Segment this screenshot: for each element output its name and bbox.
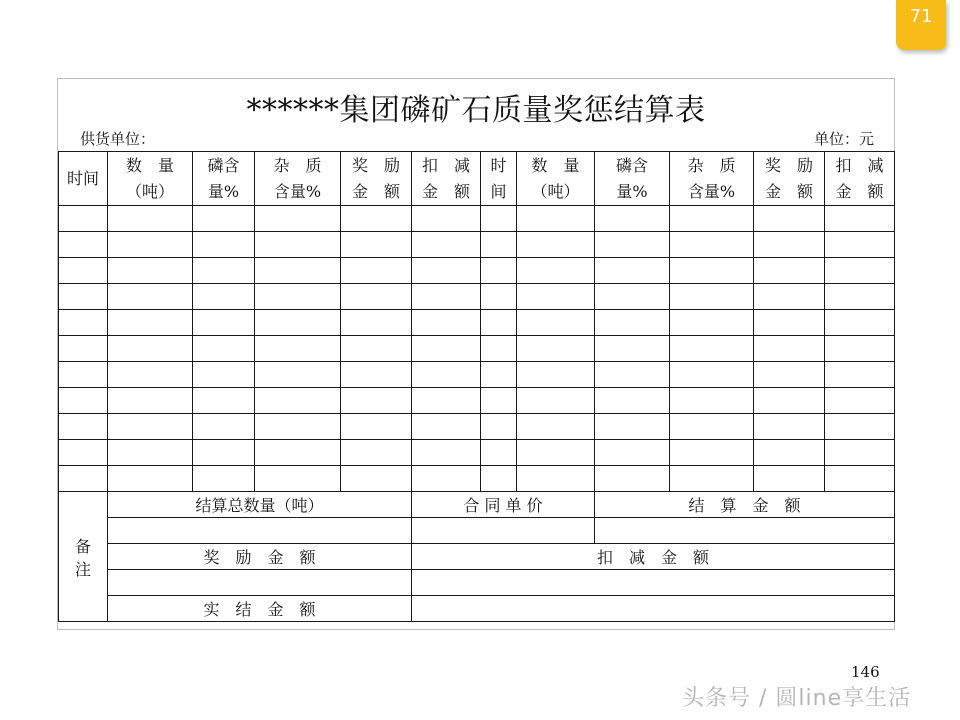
- header-quantity: 数 量 （吨）: [108, 152, 193, 206]
- table-cell[interactable]: [59, 388, 108, 414]
- table-cell[interactable]: [481, 336, 517, 362]
- table-cell[interactable]: [825, 232, 895, 258]
- table-cell[interactable]: [517, 362, 595, 388]
- table-row: [59, 414, 895, 440]
- table-cell[interactable]: [412, 440, 481, 466]
- table-cell[interactable]: [412, 414, 481, 440]
- table-cell[interactable]: [108, 466, 193, 492]
- table-cell[interactable]: [670, 362, 754, 388]
- table-cell[interactable]: [754, 258, 825, 284]
- table-cell[interactable]: [193, 362, 255, 388]
- table-cell[interactable]: [255, 336, 341, 362]
- contract-price-label: 合 同 单 价: [412, 492, 595, 518]
- table-cell[interactable]: [595, 258, 670, 284]
- unit-label: 单位：元: [813, 130, 874, 148]
- total-quantity-value[interactable]: [108, 518, 412, 544]
- table-cell[interactable]: [754, 284, 825, 310]
- table-cell[interactable]: [255, 388, 341, 414]
- table-cell[interactable]: [341, 232, 412, 258]
- table-cell[interactable]: [108, 336, 193, 362]
- table-cell[interactable]: [341, 258, 412, 284]
- table-cell[interactable]: [481, 232, 517, 258]
- table-cell[interactable]: [108, 310, 193, 336]
- table-row: [59, 466, 895, 492]
- table-cell[interactable]: [108, 414, 193, 440]
- table-cell[interactable]: [59, 466, 108, 492]
- table-cell[interactable]: [341, 362, 412, 388]
- table-cell[interactable]: [341, 440, 412, 466]
- table-cell[interactable]: [670, 206, 754, 232]
- table-cell[interactable]: [255, 310, 341, 336]
- table-cell[interactable]: [59, 362, 108, 388]
- summary-row-3: [59, 544, 895, 570]
- table-cell[interactable]: [193, 466, 255, 492]
- table-cell[interactable]: [517, 440, 595, 466]
- table-cell[interactable]: [517, 258, 595, 284]
- table-cell[interactable]: [670, 414, 754, 440]
- reward-amount-value[interactable]: [108, 570, 412, 596]
- table-cell[interactable]: [412, 206, 481, 232]
- header-time: 时间: [59, 152, 108, 206]
- table-cell[interactable]: [341, 388, 412, 414]
- header-impurity-b: 杂 质 含量%: [670, 152, 754, 206]
- table-cell[interactable]: [412, 232, 481, 258]
- header-row: [59, 152, 895, 206]
- table-cell[interactable]: [59, 206, 108, 232]
- table-cell[interactable]: [59, 258, 108, 284]
- table-cell[interactable]: [341, 336, 412, 362]
- table-cell[interactable]: [754, 232, 825, 258]
- table-cell[interactable]: [481, 284, 517, 310]
- table-cell[interactable]: [412, 466, 481, 492]
- table-cell[interactable]: [193, 232, 255, 258]
- table-cell[interactable]: [825, 258, 895, 284]
- table-cell[interactable]: [481, 362, 517, 388]
- table-cell[interactable]: [481, 414, 517, 440]
- table-cell[interactable]: [670, 232, 754, 258]
- header-impurity: 杂 质 含量%: [255, 152, 341, 206]
- form-title: ******集团磷矿石质量奖惩结算表: [246, 93, 706, 128]
- table-cell[interactable]: [59, 284, 108, 310]
- table-cell[interactable]: [517, 388, 595, 414]
- deduction-amount-value[interactable]: [412, 570, 895, 596]
- contract-price-value[interactable]: [412, 518, 595, 544]
- table-cell[interactable]: [595, 284, 670, 310]
- table-cell[interactable]: [59, 414, 108, 440]
- table-cell[interactable]: [670, 466, 754, 492]
- table-cell[interactable]: [193, 440, 255, 466]
- remarks-cell: 备 注: [59, 492, 108, 622]
- table-cell[interactable]: [108, 388, 193, 414]
- settlement-amount-label: 结 算 金 额: [595, 492, 895, 518]
- table-cell[interactable]: [825, 284, 895, 310]
- table-cell[interactable]: [670, 388, 754, 414]
- table-cell[interactable]: [255, 232, 341, 258]
- table-cell[interactable]: [754, 362, 825, 388]
- table-cell[interactable]: [481, 206, 517, 232]
- table-cell[interactable]: [517, 466, 595, 492]
- table-cell[interactable]: [595, 206, 670, 232]
- deduction-amount-label: 扣 减 金 额: [412, 544, 895, 570]
- table-cell[interactable]: [255, 284, 341, 310]
- table-cell[interactable]: [59, 440, 108, 466]
- table-cell[interactable]: [255, 258, 341, 284]
- reward-amount-label: 奖 励 金 额: [108, 544, 412, 570]
- table-cell[interactable]: [517, 206, 595, 232]
- table-cell[interactable]: [595, 388, 670, 414]
- supplier-label: 供货单位：: [80, 130, 156, 148]
- table-cell[interactable]: [595, 440, 670, 466]
- table-cell[interactable]: [670, 310, 754, 336]
- table-cell[interactable]: [193, 414, 255, 440]
- summary-row-4: [59, 570, 895, 596]
- table-cell[interactable]: [517, 336, 595, 362]
- table-cell[interactable]: [825, 206, 895, 232]
- table-cell[interactable]: [517, 284, 595, 310]
- table-cell[interactable]: [341, 414, 412, 440]
- table-cell[interactable]: [754, 440, 825, 466]
- table-cell[interactable]: [193, 336, 255, 362]
- table-cell[interactable]: [255, 206, 341, 232]
- table-cell[interactable]: [59, 310, 108, 336]
- table-cell[interactable]: [108, 440, 193, 466]
- table-cell[interactable]: [412, 284, 481, 310]
- table-cell[interactable]: [595, 362, 670, 388]
- table-cell[interactable]: [754, 310, 825, 336]
- table-cell[interactable]: [481, 388, 517, 414]
- table-row: [59, 310, 895, 336]
- summary-row-2: [59, 518, 895, 544]
- table-cell[interactable]: [595, 336, 670, 362]
- table-cell[interactable]: [517, 310, 595, 336]
- table-cell[interactable]: [193, 258, 255, 284]
- table-cell[interactable]: [825, 466, 895, 492]
- table-cell[interactable]: [59, 232, 108, 258]
- table-cell[interactable]: [754, 414, 825, 440]
- table-cell[interactable]: [341, 310, 412, 336]
- table-cell[interactable]: [481, 440, 517, 466]
- table-row: [59, 362, 895, 388]
- table-cell[interactable]: [341, 284, 412, 310]
- settlement-amount-value[interactable]: [595, 518, 895, 544]
- table-row: [59, 232, 895, 258]
- table-cell[interactable]: [754, 388, 825, 414]
- table-row: [59, 284, 895, 310]
- table-cell[interactable]: [754, 336, 825, 362]
- watermark: 头条号 / 圆line享生活: [682, 686, 912, 711]
- actual-amount-value[interactable]: [412, 596, 895, 622]
- table-cell[interactable]: [412, 258, 481, 284]
- table-cell[interactable]: [825, 336, 895, 362]
- summary-row-5: [59, 596, 895, 622]
- table-cell[interactable]: [670, 440, 754, 466]
- table-row: [59, 336, 895, 362]
- table-cell[interactable]: [255, 362, 341, 388]
- page-number: 146: [851, 663, 880, 681]
- table-row: [59, 440, 895, 466]
- table-cell[interactable]: [412, 336, 481, 362]
- table-cell[interactable]: [59, 336, 108, 362]
- table-cell[interactable]: [255, 414, 341, 440]
- table-row: [59, 388, 895, 414]
- table-cell[interactable]: [825, 310, 895, 336]
- table-cell[interactable]: [108, 362, 193, 388]
- table-cell[interactable]: [193, 284, 255, 310]
- table-cell[interactable]: [825, 362, 895, 388]
- table-cell[interactable]: [481, 310, 517, 336]
- slide-number-badge: 71: [896, 0, 946, 50]
- table-cell[interactable]: [754, 466, 825, 492]
- header-time-b: 时 间: [481, 152, 517, 206]
- header-deduction: 扣 减 金 额: [412, 152, 481, 206]
- total-quantity-label: 结算总数量（吨）: [108, 492, 412, 518]
- table-cell[interactable]: [595, 414, 670, 440]
- header-reward-b: 奖 励 金 额: [754, 152, 825, 206]
- table-cell[interactable]: [670, 284, 754, 310]
- header-quantity-b: 数 量 （吨）: [517, 152, 595, 206]
- header-reward: 奖 励 金 额: [341, 152, 412, 206]
- actual-amount-label: 实 结 金 额: [108, 596, 412, 622]
- table-row: [59, 206, 895, 232]
- table-cell[interactable]: [825, 414, 895, 440]
- table-cell[interactable]: [595, 310, 670, 336]
- table-cell[interactable]: [108, 258, 193, 284]
- settlement-form: [57, 78, 895, 630]
- table-cell[interactable]: [825, 440, 895, 466]
- table-cell[interactable]: [108, 206, 193, 232]
- table-cell[interactable]: [255, 466, 341, 492]
- table-cell[interactable]: [595, 232, 670, 258]
- table-cell[interactable]: [595, 466, 670, 492]
- table-cell[interactable]: [412, 388, 481, 414]
- table-row: [59, 258, 895, 284]
- table-cell[interactable]: [193, 310, 255, 336]
- table-cell[interactable]: [670, 258, 754, 284]
- table-cell[interactable]: [517, 232, 595, 258]
- table-cell[interactable]: [825, 388, 895, 414]
- table-cell[interactable]: [193, 388, 255, 414]
- table-cell[interactable]: [670, 336, 754, 362]
- table-cell[interactable]: [481, 258, 517, 284]
- table-cell[interactable]: [412, 310, 481, 336]
- table-cell[interactable]: [481, 466, 517, 492]
- header-deduction-b: 扣 减 金 额: [825, 152, 895, 206]
- table-cell[interactable]: [341, 466, 412, 492]
- table-cell[interactable]: [108, 232, 193, 258]
- table-cell[interactable]: [108, 284, 193, 310]
- table-cell[interactable]: [412, 362, 481, 388]
- table-cell[interactable]: [193, 206, 255, 232]
- settlement-table: [58, 151, 895, 622]
- summary-row-1: [59, 492, 895, 518]
- table-cell[interactable]: [255, 440, 341, 466]
- table-cell[interactable]: [517, 414, 595, 440]
- table-cell[interactable]: [341, 206, 412, 232]
- table-cell[interactable]: [754, 206, 825, 232]
- header-phosphorus: 磷含 量%: [193, 152, 255, 206]
- header-phosphorus-b: 磷含 量%: [595, 152, 670, 206]
